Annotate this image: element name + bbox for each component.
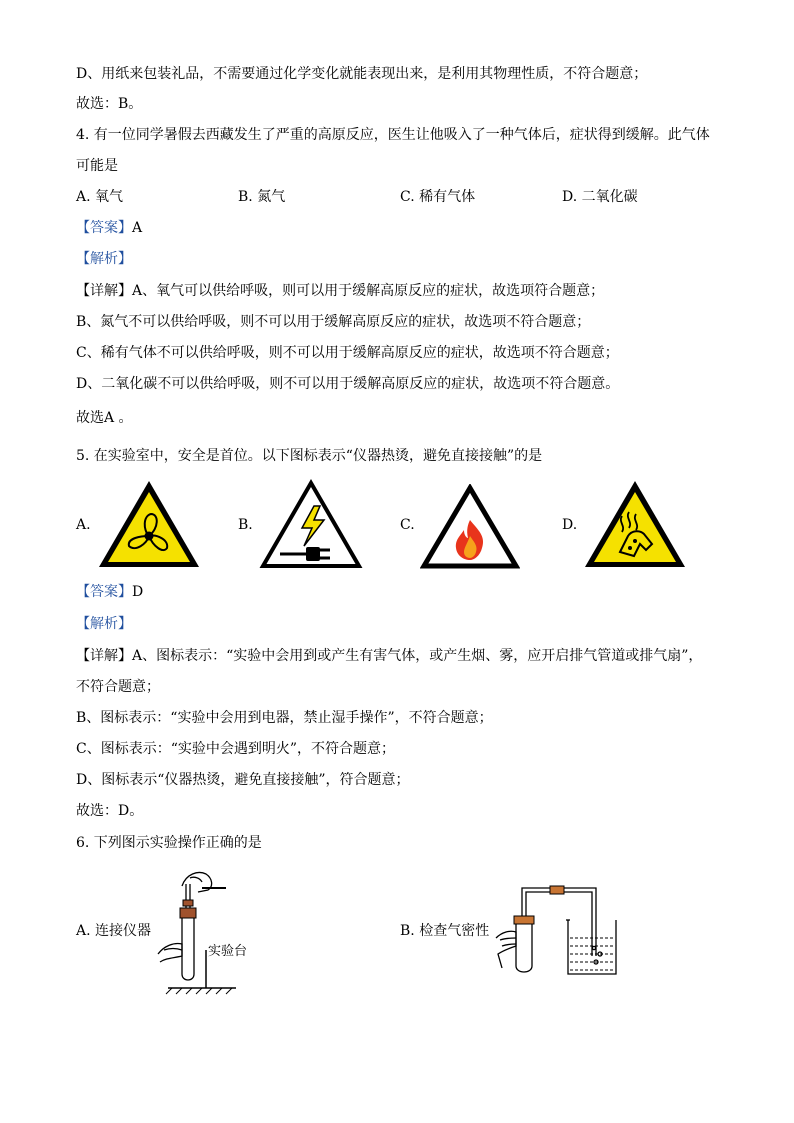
q5-detail-label: 【详解】	[76, 648, 132, 664]
q5-detail-a-line2: 不符合题意；	[76, 679, 160, 695]
q5-detail-b: B、图标表示：“实验中会用到电器，禁止湿手操作”，不符合题意；	[76, 710, 493, 726]
q4-analysis-label: 【解析】	[76, 251, 132, 267]
q4-stem-line2: 可能是	[76, 158, 118, 174]
q5-option-b-label: B.	[238, 517, 253, 533]
q4-option-d: D. 二氧化碳	[562, 189, 638, 205]
q4-answer-label: 【答案】	[76, 220, 132, 236]
q5-option-a-label: A.	[76, 517, 91, 533]
q4-answer	[76, 218, 142, 238]
q5-detail-c: C、图标表示：“实验中会遇到明火”，不符合题意；	[76, 741, 396, 757]
q4-choice: 故选A 。	[76, 410, 133, 426]
q4-stem-line1: 4. 有一位同学暑假去西藏发生了严重的高原反应，医生让他吸入了一种气体后，症状得到缓解。此气体	[76, 127, 710, 143]
q5-option-d-label: D.	[562, 517, 578, 533]
q4-detail-c: C、稀有气体不可以供给呼吸，则不可以用于缓解高原反应的症状，故选项不符合题意；	[76, 345, 619, 361]
q5-stem: 5. 在实验室中，安全是首位。以下图标表示“仪器热烫，避免直接接触”的是	[76, 448, 543, 464]
q6-stem: 6. 下列图示实验操作正确的是	[76, 835, 262, 851]
q6-bench-label: 实验台	[208, 944, 248, 959]
q4-detail-a	[76, 281, 604, 301]
q4-detail-a-text: A、氧气可以供给呼吸，则可以用于缓解高原反应的症状，故选项符合题意；	[132, 283, 605, 299]
q5-analysis-label: 【解析】	[76, 616, 132, 632]
electric-warning-icon	[258, 478, 364, 570]
q4-option-a: A. 氧气	[76, 189, 124, 205]
q5-answer	[76, 582, 143, 602]
q5-answer-label: 【答案】	[76, 584, 132, 600]
connect-apparatus-illustration	[154, 864, 250, 996]
airtightness-check-illustration	[488, 876, 618, 980]
q5-answer-value: D	[132, 584, 144, 600]
q6-option-b: B. 检查气密性	[400, 923, 490, 939]
q4-option-c: C. 稀有气体	[400, 189, 476, 205]
q4-answer-value: A	[132, 220, 143, 236]
q5-detail-a-line1	[76, 646, 702, 666]
q4-detail-b: B、氮气不可以供给呼吸，则不可以用于缓解高原反应的症状，故选项不符合题意；	[76, 314, 591, 330]
q4-detail-d: D、二氧化碳不可以供给呼吸，则不可以用于缓解高原反应的症状，故选项不符合题意。	[76, 376, 620, 392]
q4-option-b: B. 氮气	[238, 189, 286, 205]
hot-surface-warning-icon	[582, 478, 688, 570]
q3-detail-d: D、用纸来包装礼品，不需要通过化学变化就能表现出来，是利用其物理性质，不符合题意；	[76, 66, 648, 82]
q4-detail-label: 【详解】	[76, 283, 132, 299]
q5-detail-a-text: A、图标表示：“实验中会用到或产生有害气体，或产生烟、雾，应开启排气管道或排气扇”，	[132, 648, 703, 664]
q5-detail-d: D、图标表示“仪器热烫，避免直接接触”，符合题意；	[76, 772, 410, 788]
q3-choice: 故选：B。	[76, 96, 143, 112]
q6-option-a: A. 连接仪器	[76, 923, 152, 939]
flame-warning-icon	[420, 484, 520, 570]
fan-warning-icon	[96, 478, 202, 570]
q5-option-c-label: C.	[400, 517, 415, 533]
q5-choice: 故选：D。	[76, 803, 144, 819]
